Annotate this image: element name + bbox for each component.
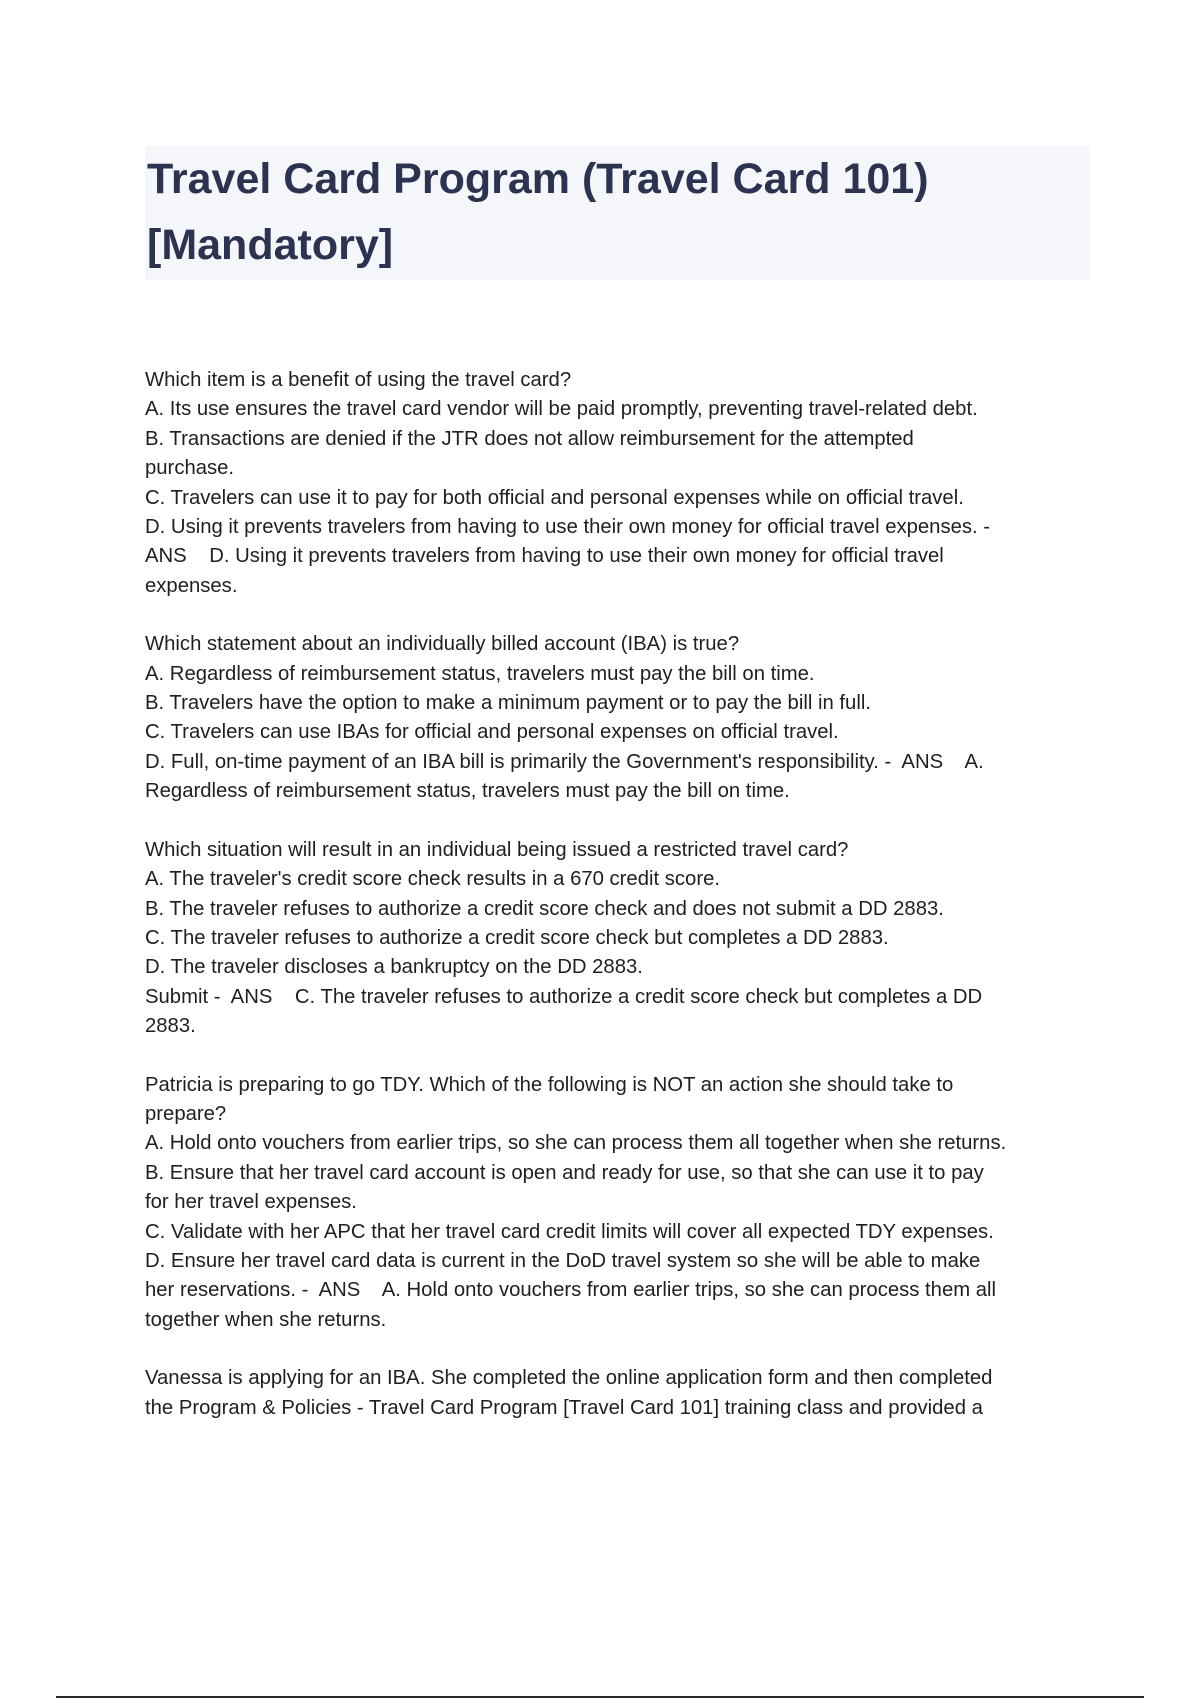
text-line: Which item is a benefit of using the travel card? — [145, 369, 572, 391]
text-line: A. Hold onto vouchers from earlier trips, so she can process them all together when she returns. — [145, 1132, 1007, 1155]
text-line: A. The traveler's credit score check results in a 670 credit score. — [145, 868, 720, 891]
question-block-2 — [145, 630, 1095, 806]
page-bottom-rule — [56, 1696, 1144, 1698]
text-line: for her travel expenses. — [145, 1191, 357, 1214]
document-title — [145, 146, 1090, 280]
text-line: D. Ensure her travel card data is current in the DoD travel system so she will be able to make — [145, 1249, 981, 1272]
text-line: Regardless of reimbursement status, travelers must pay the bill on time. — [145, 780, 790, 803]
text-line: D. Full, on-time payment of an IBA bill is primarily the Government's responsibility. - ANS A. — [145, 750, 984, 773]
text-line: 2883. — [145, 1015, 196, 1038]
question-block-1 — [145, 366, 1095, 601]
text-line: C. Travelers can use IBAs for official and personal expenses on official travel. — [145, 721, 839, 744]
text-line: B. Transactions are denied if the JTR does not allow reimbursement for the attempted — [145, 427, 914, 450]
document-body — [145, 366, 1095, 1452]
text-line: Submit - ANS C. The traveler refuses to authorize a credit score check but completes a DD — [145, 985, 983, 1008]
text-line: B. Travelers have the option to make a minimum payment or to pay the bill in full. — [145, 692, 871, 715]
text-line: ANS D. Using it prevents travelers from having to use their own money for official travel — [145, 545, 944, 568]
text-line: Patricia is preparing to go TDY. Which of the following is NOT an action she should take to — [145, 1073, 954, 1096]
text-line: together when she returns. — [145, 1308, 387, 1331]
text-line: B. The traveler refuses to authorize a credit score check and does not submit a DD 2883. — [145, 897, 944, 920]
text-line: Vanessa is applying for an IBA. She completed the online application form and then completed — [145, 1367, 993, 1390]
title-line-2: [Mandatory] — [147, 221, 394, 269]
text-line: C. Travelers can use it to pay for both official and personal expenses while on official travel. — [145, 486, 964, 509]
text-line: A. Regardless of reimbursement status, travelers must pay the bill on time. — [145, 662, 815, 685]
text-line: D. Using it prevents travelers from having to use their own money for official travel expenses. - — [145, 516, 991, 539]
text-line: expenses. — [145, 574, 238, 597]
text-line: B. Ensure that her travel card account is open and ready for use, so that she can use it to pay — [145, 1161, 984, 1184]
text-line: Which statement about an individually billed account (IBA) is true? — [145, 633, 740, 656]
text-line: the Program & Policies - Travel Card Program [Travel Card 101] training class and provided a — [145, 1396, 983, 1419]
text-line: her reservations. - ANS A. Hold onto vouchers from earlier trips, so she can process them all — [145, 1279, 997, 1302]
text-line: Which situation will result in an individual being issued a restricted travel card? — [145, 838, 849, 861]
title-line-1: Travel Card Program (Travel Card 101) — [147, 155, 929, 203]
text-line: D. The traveler discloses a bankruptcy on the DD 2883. — [145, 956, 643, 979]
text-line: C. Validate with her APC that her travel card credit limits will cover all expected TDY expenses. — [145, 1220, 994, 1243]
text-line: prepare? — [145, 1102, 227, 1125]
text-line: A. Its use ensures the travel card vendor will be paid promptly, preventing travel-related debt. — [145, 398, 978, 421]
question-block-3 — [145, 836, 1095, 1042]
question-block-4 — [145, 1071, 1095, 1336]
text-line: C. The traveler refuses to authorize a credit score check but completes a DD 2883. — [145, 926, 889, 949]
question-block-5 — [145, 1364, 1095, 1423]
text-line: purchase. — [145, 457, 235, 480]
